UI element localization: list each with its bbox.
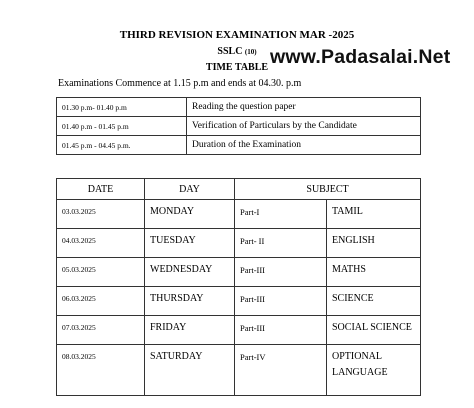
table-header-row: [57, 179, 421, 200]
table-row: [57, 117, 421, 136]
table-row: [57, 229, 421, 258]
exam-subject: SOCIAL SCIENCE: [327, 316, 421, 345]
exam-part: Part-III: [235, 287, 327, 316]
session-activity: Reading the question paper: [187, 98, 421, 117]
exam-part: Part-III: [235, 258, 327, 287]
exam-day: THURSDAY: [145, 287, 235, 316]
exam-title: THIRD REVISION EXAMINATION MAR -2025: [119, 29, 355, 41]
exam-part: Part- II: [235, 229, 327, 258]
session-time: 01.30 p.m- 01.40 p.m: [57, 98, 187, 117]
exam-day: WEDNESDAY: [145, 258, 235, 287]
session-activity: Duration of the Examination: [187, 136, 421, 155]
exam-date: 07.03.2025: [57, 316, 145, 345]
exam-date: 06.03.2025: [57, 287, 145, 316]
exam-date: 04.03.2025: [57, 229, 145, 258]
sessions-table: [56, 97, 421, 155]
column-header-subject: SUBJECT: [235, 179, 421, 200]
table-row: [57, 98, 421, 117]
exam-date: 08.03.2025: [57, 345, 145, 396]
commence-note: Examinations Commence at 1.15 p.m and ends at 04.30. p.m: [58, 78, 302, 89]
exam-subject: SCIENCE: [327, 287, 421, 316]
exam-date: 03.03.2025: [57, 200, 145, 229]
timetable-label: TIME TABLE: [205, 62, 269, 73]
table-row: [57, 136, 421, 155]
website-watermark: www.Padasalai.Net: [270, 46, 451, 68]
session-time: 01.45 p.m - 04.45 p.m.: [57, 136, 187, 155]
exam-day: TUESDAY: [145, 229, 235, 258]
table-row: [57, 345, 421, 396]
exam-day: MONDAY: [145, 200, 235, 229]
exam-part: Part-I: [235, 200, 327, 229]
column-header-day: DAY: [145, 179, 235, 200]
exam-day: SATURDAY: [145, 345, 235, 396]
exam-subject: MATHS: [327, 258, 421, 287]
exam-class-standard: (10): [244, 48, 257, 56]
exam-subject: TAMIL: [327, 200, 421, 229]
exam-subject: ENGLISH: [327, 229, 421, 258]
schedule-table: [56, 178, 421, 396]
exam-part: Part-III: [235, 316, 327, 345]
table-row: [57, 287, 421, 316]
exam-date: 05.03.2025: [57, 258, 145, 287]
table-row: [57, 316, 421, 345]
exam-class-name: SSLC: [217, 46, 243, 57]
exam-part: Part-IV: [235, 345, 327, 396]
exam-subject: OPTIONAL LANGUAGE: [327, 345, 421, 396]
table-row: [57, 200, 421, 229]
session-time: 01.40 p.m - 01.45 p.m: [57, 117, 187, 136]
session-activity: Verification of Particulars by the Candidate: [187, 117, 421, 136]
exam-day: FRIDAY: [145, 316, 235, 345]
column-header-date: DATE: [57, 179, 145, 200]
table-row: [57, 258, 421, 287]
